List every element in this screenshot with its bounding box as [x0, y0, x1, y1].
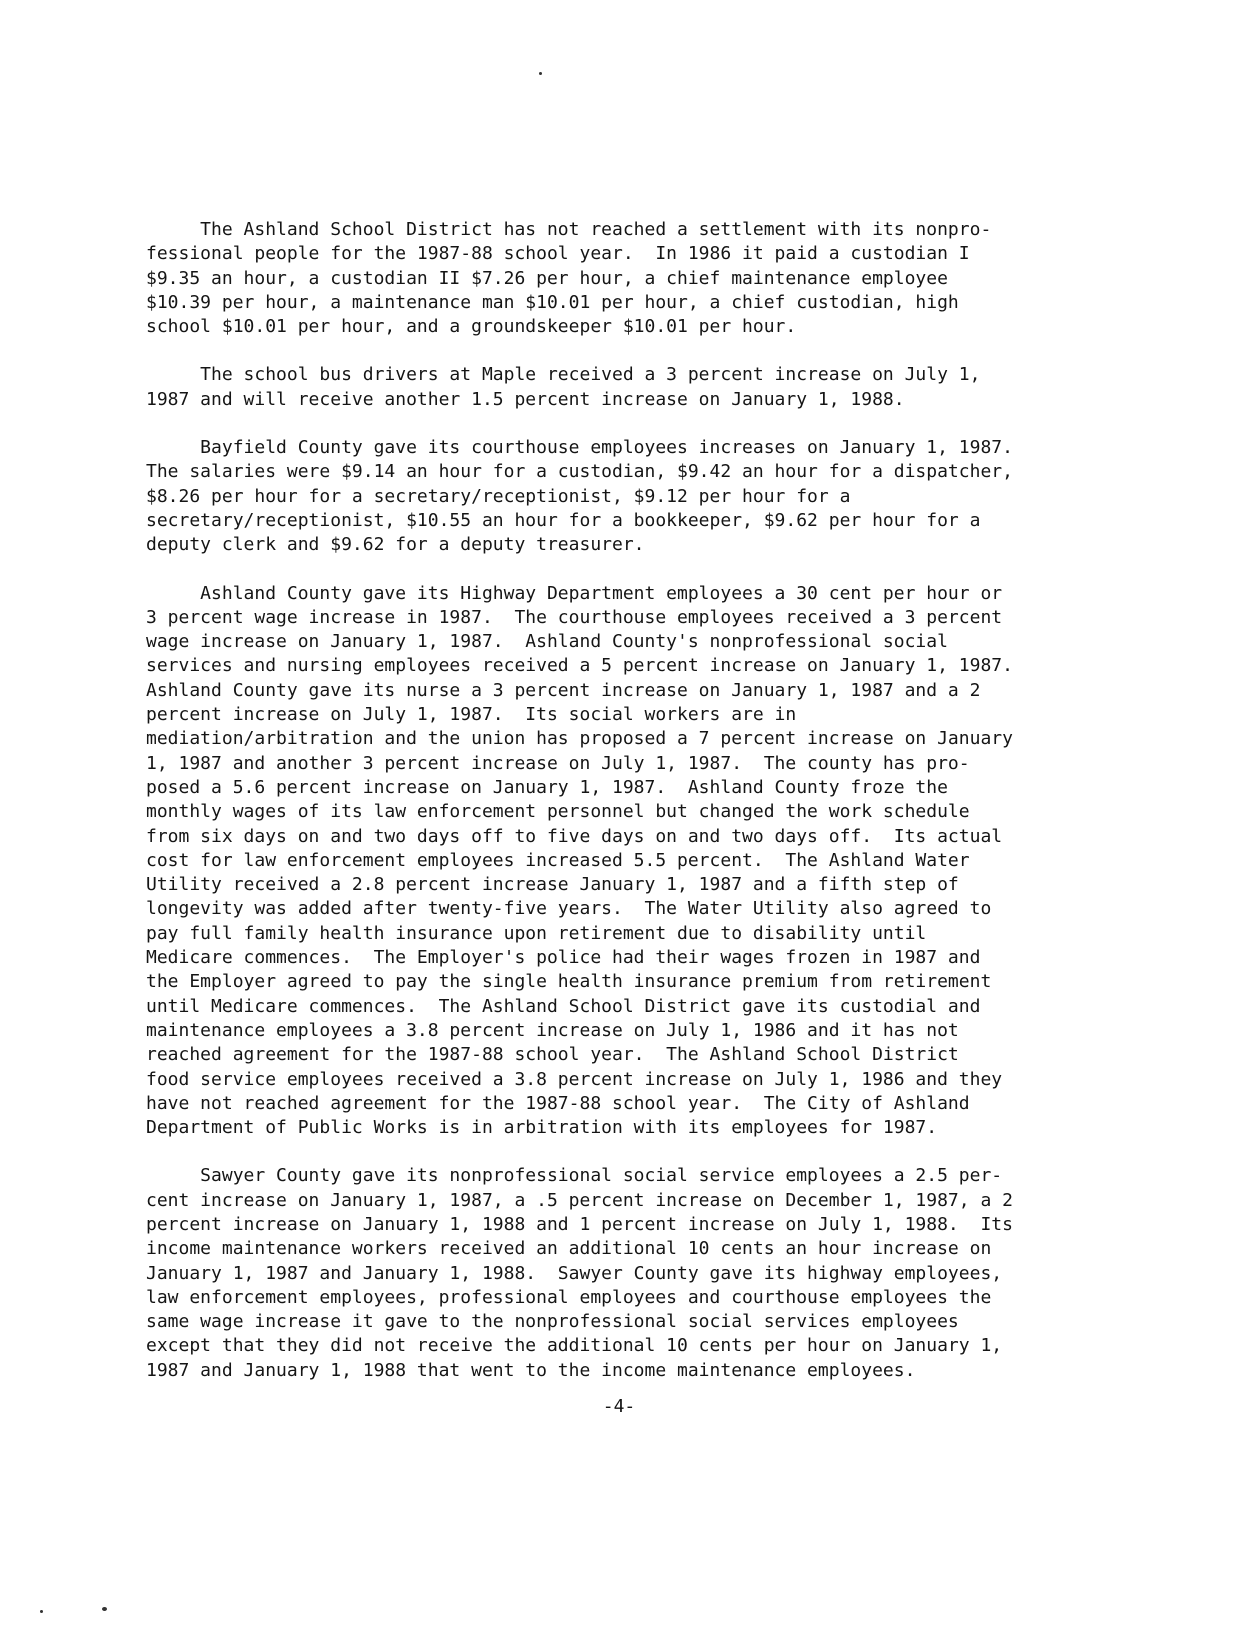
- text-line: $9.35 an hour, a custodian II $7.26 per hour, a chief maintenance employee: [146, 267, 948, 289]
- scan-speck: [40, 1610, 43, 1613]
- text-line: until Medicare commences. The Ashland School District gave its custodial and: [146, 995, 981, 1017]
- text-line: 1987 and will receive another 1.5 percent increase on January 1, 1988.: [146, 388, 905, 410]
- text-line: monthly wages of its law enforcement personnel but changed the work schedule: [146, 801, 970, 823]
- text-line: 3 percent wage increase in 1987. The courthouse employees received a 3 percent: [146, 606, 1003, 628]
- text-line: secretary/receptionist, $10.55 an hour for a bookkeeper, $9.62 per hour for a: [146, 509, 981, 531]
- text-line: The salaries were $9.14 an hour for a custodian, $9.42 an hour for a dispatcher,: [146, 461, 1013, 483]
- text-line: reached agreement for the 1987-88 school year. The Ashland School District: [146, 1044, 959, 1066]
- page-number: -4-: [602, 1396, 636, 1417]
- text-line: longevity was added after twenty-five years. The Water Utility also agreed to: [146, 898, 992, 920]
- text-line: posed a 5.6 percent increase on January 1, 1987. Ashland County froze the: [146, 776, 948, 798]
- paragraph: [146, 1164, 1086, 1383]
- text-line: The school bus drivers at Maple received a 3 percent increase on July 1,: [146, 364, 981, 386]
- text-line: the Employer agreed to pay the single health insurance premium from retirement: [146, 971, 992, 993]
- text-line: services and nursing employees received a 5 percent increase on January 1, 1987.: [146, 655, 1013, 677]
- text-line: food service employees received a 3.8 percent increase on July 1, 1986 and they: [146, 1068, 1003, 1090]
- text-line: income maintenance workers received an additional 10 cents an hour increase on: [146, 1238, 992, 1260]
- text-line: wage increase on January 1, 1987. Ashland County's nonprofessional social: [146, 631, 948, 653]
- text-line: percent increase on January 1, 1988 and 1 percent increase on July 1, 1988. Its: [146, 1213, 1013, 1235]
- text-line: January 1, 1987 and January 1, 1988. Sawyer County gave its highway employees,: [146, 1262, 1003, 1284]
- scan-speck: [102, 1607, 107, 1611]
- text-line: 1, 1987 and another 3 percent increase on July 1, 1987. The county has pro-: [146, 752, 970, 774]
- text-line: Sawyer County gave its nonprofessional social service employees a 2.5 per-: [146, 1165, 1003, 1187]
- text-line: same wage increase it gave to the nonprofessional social services employees: [146, 1311, 959, 1333]
- text-line: except that they did not receive the additional 10 cents per hour on January 1,: [146, 1335, 1003, 1357]
- text-line: $10.39 per hour, a maintenance man $10.01 per hour, a chief custodian, high: [146, 291, 959, 313]
- body-text: [146, 218, 1086, 1407]
- text-line: Bayfield County gave its courthouse employees increases on January 1, 1987.: [146, 437, 1013, 459]
- text-line: law enforcement employees, professional employees and courthouse employees the: [146, 1286, 992, 1308]
- scan-speck: [539, 72, 542, 75]
- text-line: Ashland County gave its Highway Department employees a 30 cent per hour or: [146, 582, 1003, 604]
- text-line: school $10.01 per hour, and a groundskeeper $10.01 per hour.: [146, 316, 797, 338]
- paragraph: [146, 218, 1086, 339]
- text-line: pay full family health insurance upon retirement due to disability until: [146, 922, 927, 944]
- text-line: have not reached agreement for the 1987-88 school year. The City of Ashland: [146, 1092, 970, 1114]
- text-line: 1987 and January 1, 1988 that went to the income maintenance employees.: [146, 1359, 916, 1381]
- text-line: fessional people for the 1987-88 school year. In 1986 it paid a custodian I: [146, 243, 970, 265]
- text-line: Ashland County gave its nurse a 3 percent increase on January 1, 1987 and a 2: [146, 679, 981, 701]
- text-line: Department of Public Works is in arbitration with its employees for 1987.: [146, 1117, 938, 1139]
- text-line: maintenance employees a 3.8 percent increase on July 1, 1986 and it has not: [146, 1019, 959, 1041]
- text-line: mediation/arbitration and the union has proposed a 7 percent increase on January: [146, 728, 1013, 750]
- text-line: cost for law enforcement employees increased 5.5 percent. The Ashland Water: [146, 849, 970, 871]
- paragraph: [146, 363, 1086, 412]
- text-line: Utility received a 2.8 percent increase January 1, 1987 and a fifth step of: [146, 874, 959, 896]
- paragraph: [146, 582, 1086, 1141]
- text-line: deputy clerk and $9.62 for a deputy treasurer.: [146, 534, 645, 556]
- text-line: The Ashland School District has not reached a settlement with its nonpro-: [146, 219, 992, 240]
- text-line: $8.26 per hour for a secretary/receptionist, $9.12 per hour for a: [146, 485, 851, 507]
- text-line: percent increase on July 1, 1987. Its social workers are in: [146, 704, 797, 726]
- text-line: from six days on and two days off to five days on and two days off. Its actual: [146, 825, 1003, 847]
- paragraph: [146, 436, 1086, 557]
- text-line: cent increase on January 1, 1987, a .5 percent increase on December 1, 1987, a 2: [146, 1189, 1013, 1211]
- text-line: Medicare commences. The Employer's police had their wages frozen in 1987 and: [146, 947, 981, 969]
